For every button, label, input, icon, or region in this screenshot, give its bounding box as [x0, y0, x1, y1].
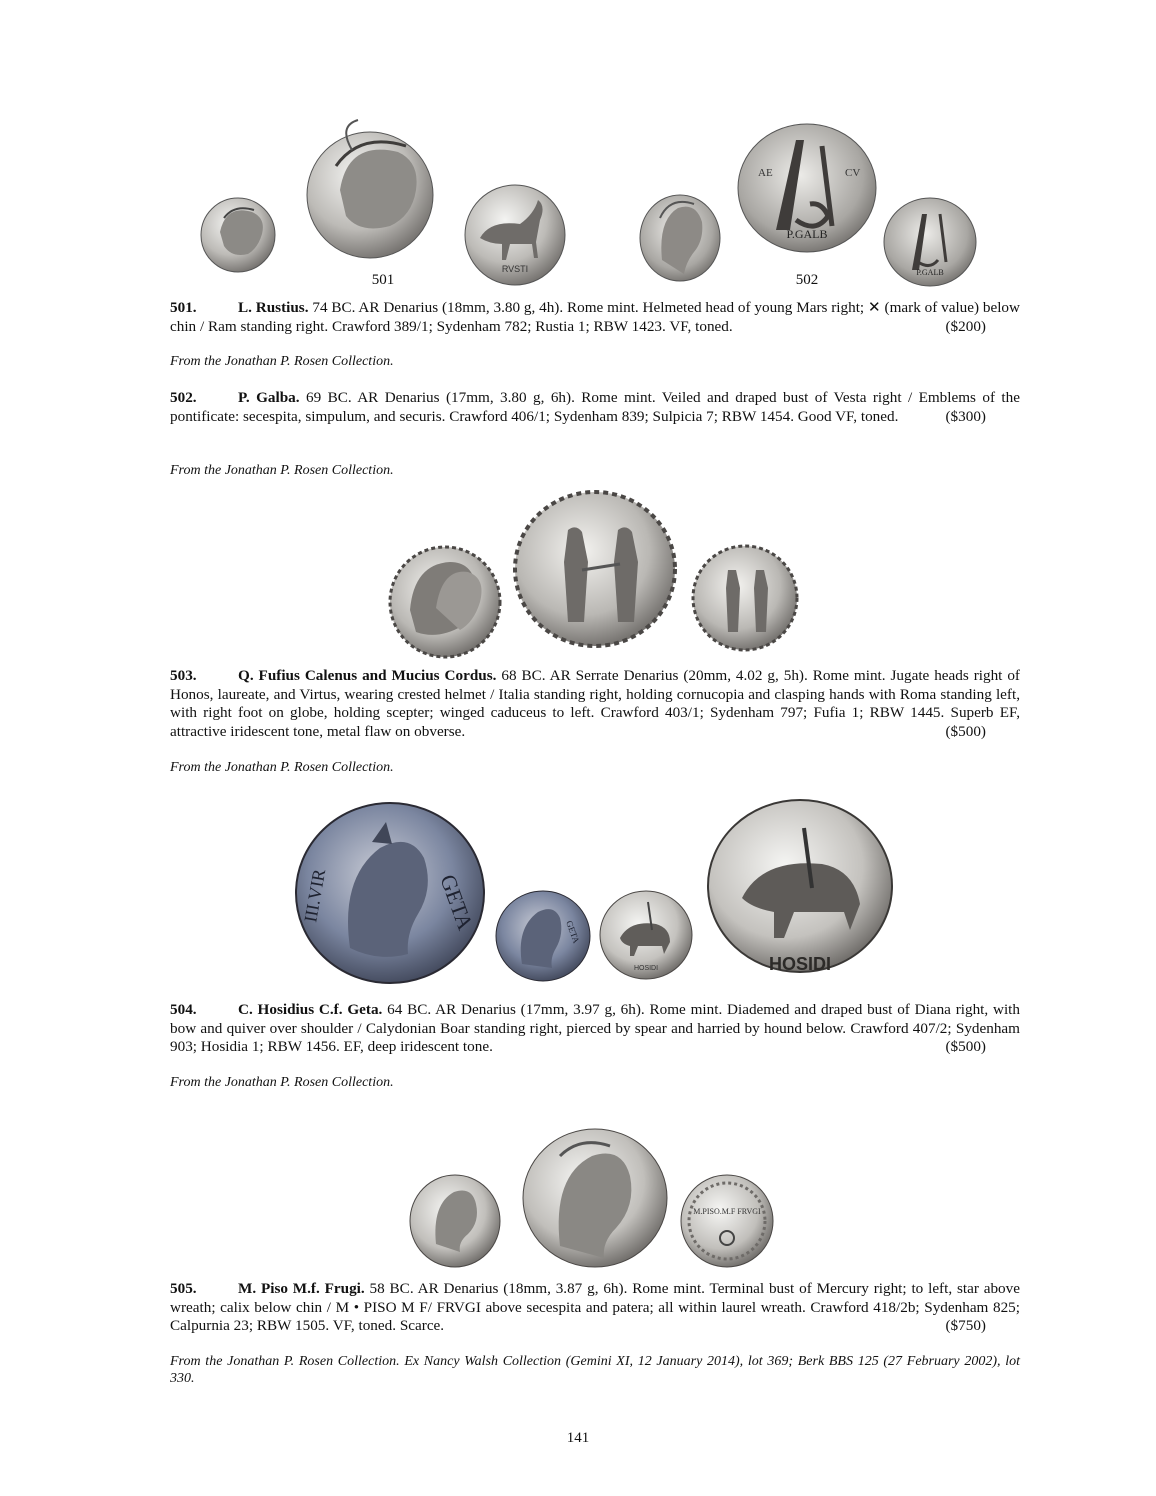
lot-moneyer: C. Hosidius C.f. Geta. — [238, 1001, 383, 1018]
lot-503-description — [170, 667, 1020, 741]
coin-images-503 — [0, 490, 1156, 660]
page-number: 141 — [566, 1430, 590, 1446]
coin-505-rev-legend: M.PISO.M.F FRVGI — [693, 1207, 761, 1216]
lot-number: 504. — [170, 1001, 197, 1018]
coin-502-reverse-small — [884, 198, 976, 286]
coin-504-obverse-small — [496, 891, 590, 981]
lot-moneyer: M. Piso M.f. Frugi. — [238, 1280, 365, 1297]
coin-503-reverse-small — [693, 546, 797, 650]
coin-images-504 — [0, 798, 1156, 990]
lot-number: 505. — [170, 1280, 197, 1297]
lot-text: 68 BC. AR Serrate Denarius (20mm, 4.02 g, 5h). Rome mint. Jugate heads right of Honos, laureate, and Virtus, wearing crested helmet / Italia standing right, holding cornucopia and clasping hands with Roma standing left, with right foot on globe, holding scepter; winged caduceus to left. Crawford 403/1; Sydenham 797; Fufia 1; RBW 1445. Superb EF, attractive iridescent tone, metal flaw on obverse. — [170, 667, 1020, 740]
coin-505-obverse-small — [410, 1175, 500, 1267]
coin-503-obverse — [390, 547, 500, 657]
coin-images-505 — [0, 1126, 1156, 1271]
lot-503-provenance: From the Jonathan P. Rosen Collection. — [170, 760, 394, 775]
lot-text: 64 BC. AR Denarius (17mm, 3.97 g, 6h). Rome mint. Diademed and draped bust of Diana right, with bow and quiver over shoulder / Calydonian Boar standing right, pierced by spear and harried by hound below. Crawford 407/2; Sydenham 903; Hosidia 1; RBW 1456. EF, deep iridescent tone. — [170, 1001, 1020, 1055]
coin-502-rev-legend: P.GALB — [786, 227, 828, 241]
lot-504-description — [170, 1001, 1020, 1057]
lot-504-provenance: From the Jonathan P. Rosen Collection. — [170, 1075, 394, 1090]
lot-estimate: ($300) — [945, 407, 986, 425]
lot-501-provenance: From the Jonathan P. Rosen Collection. — [170, 354, 394, 369]
coin-photo-strip-504 — [0, 798, 1156, 990]
coin-505-obverse-large — [523, 1129, 667, 1267]
coin-photo-strip-505 — [0, 1126, 1156, 1271]
lot-number: 503. — [170, 667, 197, 684]
coin-photo-strip-503 — [0, 490, 1156, 660]
coin-503-reverse-large — [515, 492, 675, 646]
lot-502-provenance: From the Jonathan P. Rosen Collection. — [170, 463, 394, 478]
lot-estimate: ($500) — [945, 1038, 986, 1055]
coin-504-obv-legend: GETA — [435, 871, 479, 934]
coin-502-rev-small-legend: P.GALB — [916, 268, 944, 277]
coin-photo-strip — [0, 110, 1156, 295]
coin-505-reverse — [681, 1175, 773, 1267]
lot-estimate: ($750) — [945, 1317, 986, 1334]
lot-text: 74 BC. AR Denarius (18mm, 3.80 g, 4h). Rome mint. Helmeted head of young Mars right; ✕ (mark of value) below chin / Ram standing right. Crawford 389/1; Sydenham 782; Rustia 1; RBW 1423. VF, toned. — [170, 299, 1020, 335]
lot-number: 502. — [170, 389, 197, 406]
image-label-502: 502 — [795, 272, 819, 288]
coin-504-reverse-large — [708, 800, 892, 974]
lot-estimate: ($500) — [945, 722, 986, 740]
coin-502-obverse — [640, 195, 720, 281]
coin-502-rev-ae: AE — [758, 167, 773, 179]
coin-504-rev-small-legend: HOSIDI — [633, 965, 659, 972]
lot-moneyer: P. Galba. — [238, 389, 300, 406]
coin-501-rev-legend: RVSTI — [501, 264, 529, 274]
image-label-501: 501 — [371, 272, 395, 288]
coin-501-obverse-large — [307, 120, 433, 258]
coin-502-rev-cv: CV — [845, 167, 861, 179]
coin-images-501-502 — [0, 110, 1156, 295]
lot-moneyer: L. Rustius. — [238, 299, 309, 316]
coin-501-reverse — [465, 185, 565, 285]
coin-504-obv-small-legend: GETA — [564, 919, 582, 945]
lot-505-provenance: From the Jonathan P. Rosen Collection. Ex Nancy Walsh Collection (Gemini XI, 12 January 2014), lot 369; Berk BBS 125 (27 February 2002), lot 330. — [170, 1354, 1020, 1386]
lot-505-description — [170, 1280, 1020, 1336]
coin-502-reverse-large — [738, 124, 876, 252]
lot-502-description — [170, 389, 1020, 426]
coin-504-obverse-large — [296, 803, 484, 983]
lot-text: 69 BC. AR Denarius (17mm, 3.80 g, 6h). Rome mint. Veiled and draped bust of Vesta right / Emblems of the pontificate: secespita, simpulum, and securis. Crawford 406/1; Sydenham 839; Sulpicia 7; RBW 1454. Good VF, toned. — [170, 389, 1020, 425]
lot-text: 58 BC. AR Denarius (18mm, 3.87 g, 6h). Rome mint. Terminal bust of Mercury right; to left, star above wreath; calix below chin / M • PISO M F/ FRVGI above secespita and patera; all within laurel wreath. Crawford 418/2b; Sydenham 825; Calpurnia 23; RBW 1505. VF, toned. Scarce. — [170, 1280, 1020, 1334]
coin-504-reverse-small — [600, 891, 692, 979]
coin-504-obv-legend-left: III.VIR — [300, 867, 330, 924]
lot-estimate: ($200) — [945, 317, 986, 335]
lot-moneyer: Q. Fufius Calenus and Mucius Cordus. — [238, 667, 497, 684]
lot-501-description — [170, 299, 1020, 336]
lot-number: 501. — [170, 299, 197, 316]
coin-501-obverse-small — [201, 198, 275, 272]
coin-504-rev-legend: HOSIDI — [768, 954, 832, 974]
